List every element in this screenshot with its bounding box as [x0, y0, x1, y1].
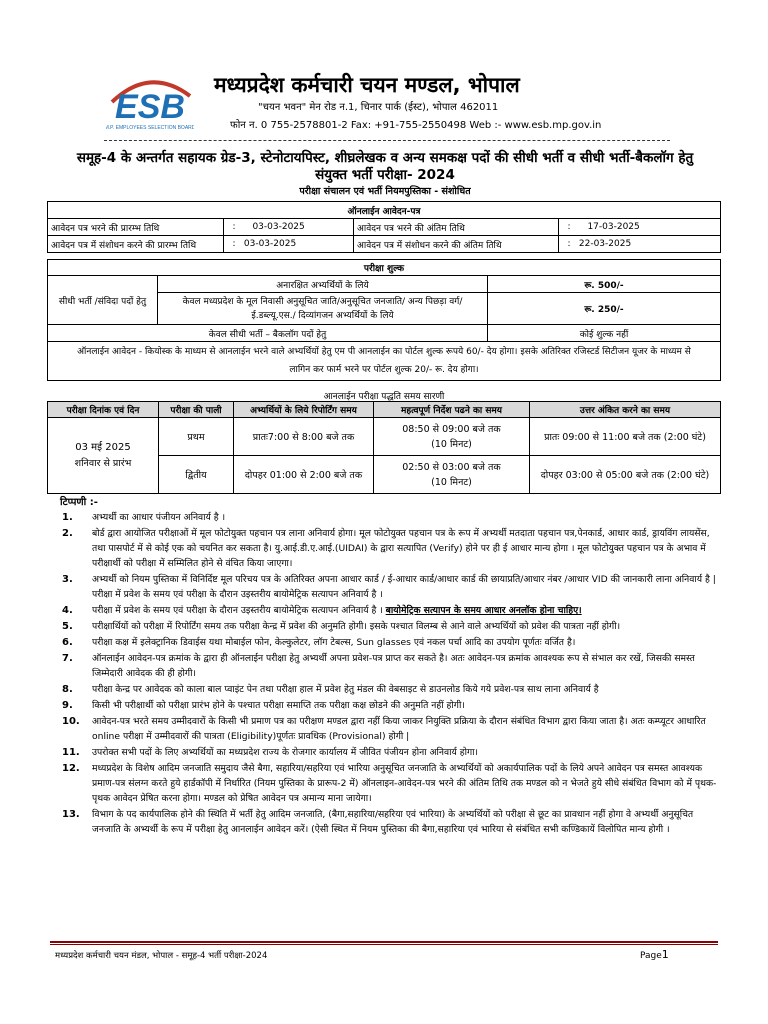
exam-date: 03 मई 2025	[75, 441, 131, 453]
shift-first: प्रथम	[159, 418, 234, 456]
end-date-label: आवेदन पत्र भरने की अंतिम तिथि	[354, 219, 559, 236]
application-dates-table	[47, 201, 721, 253]
col-header-date: परीक्षा दिनांक एवं दिन	[48, 402, 159, 418]
footer-text: मध्यप्रदेश कर्मचारी चयन मंडल, भोपाल - समूह-4 भर्ती परीक्षा-2024	[55, 951, 268, 961]
list-item: 3. अभ्यर्थी को नियम पुस्तिका में विनिर्दिष्ट मूल परिचय पत्र के अतिरिक्त अपना आधार कार्ड / ई-आधार कार्ड/आधार कार्ड की छायाप्रति/आधार नंबर /आधार VID की जानकारी लाना अनिवार्य है | परीक्षा में प्रवेश के समय एवं परीक्षा के दौरान उइस्तरीय बायोमेट्रिक सत्यापन अनिवार्य है ।	[62, 574, 716, 600]
footer-divider	[50, 941, 718, 943]
exam-day: शनिवार से प्रारंभ	[74, 457, 132, 469]
list-item: 9. किसी भी परीक्षार्थी को परीक्षा प्रारंभ होने के पश्चात परीक्षा समाप्ति तक परीक्षा कक्ष छोडने की अनुमति नहीं होगी।	[62, 700, 465, 711]
backlog-fee: कोई शुल्क नहीं	[488, 325, 721, 342]
list-item: 7. ऑनलाईन आवेदन-पत्र क्रमांक के द्वारा ही ऑनलाईन परीक्षा हेतु अभ्यर्थी अपना प्रवेश-पत्र प्राप्त कर सकते है। अतः आवेदन-पत्र क्रमांक आवश्यक रूप से संभाल कर रखें, जिसकी समस्त जिम्मेदारी आवेदक की ही होगी।	[62, 653, 695, 679]
exam-fee-table	[47, 259, 721, 381]
notes-list	[56, 510, 724, 838]
end-date-value: : 17-03-2025	[559, 219, 721, 236]
reporting-first: प्रातः7:00 से 8:00 बजे तक	[234, 418, 374, 456]
notes-title: टिप्पणी :-	[60, 497, 98, 508]
col-header-reporting: अभ्यर्थियों के लिये रिपोर्टिंग समय	[234, 402, 374, 418]
application-heading: ऑनलाईन आवेदन-पत्र	[48, 202, 721, 219]
list-item: 10. आवेदन-पत्र भरते समय उम्मीदवारों के किसी भी प्रमाण पत्र का परीक्षण मण्डल द्वारा नहीं किया जाकर नियुक्ति प्रक्रिया के दौरान संबंधित विभाग द्वारा किया जाता है। अतः कम्प्यूटर आधारित online परीक्षा में उम्मीदवारों की पात्रता (Eligibility)पूर्णतः प्रावधिक (Provisional) होगी |	[62, 716, 706, 742]
unreserved-label: अनारक्षित अभ्यर्थियों के लिये	[158, 276, 488, 293]
list-item: 4. परीक्षा में प्रवेश के समय एवं परीक्षा के दौरान उइस्तरीय बायोमेट्रिक सत्यापन अनिवार्य है । बायोमेट्रिक सत्यापन के समय आधार अनलॉक होना चाहिए।	[62, 605, 582, 616]
esb-logo	[106, 72, 194, 134]
fee-heading: परीक्षा शुल्क	[48, 260, 721, 276]
answer-second: दोपहर 03:00 से 05:00 बजे तक (2:00 घंटे)	[530, 456, 721, 494]
logo-text: ESB	[115, 88, 185, 126]
reporting-second: दोपहर 01:00 से 2:00 बजे तक	[234, 456, 374, 494]
list-item: 5. परीक्षार्थियों को परीक्षा में रिपोर्टिंग समय तक परीक्षा केन्द्र में प्रवेश की अनुमति होगी। इसके पश्चात विलम्ब से आने वाले अभ्यर्थियों को प्रवेश की पात्रता नहीं होगी।	[62, 621, 621, 632]
table-row	[48, 236, 721, 253]
portal-fee-note: ऑनलाईन आवेदन - कियोस्क के माध्यम से आनलाईन भरने वाले अभ्यर्थियों हेतु एम पी आनलाईन का पोर्टल शुल्क रूपये 60/- देय होगा। इसके अतिरिक्त रजिस्टर्ड सिटीजन यूजर के माध्यम से लागिन कर फार्म भरने पर पोर्टल शुल्क 20/- रू. देय होगा।	[48, 342, 721, 381]
table-row	[48, 418, 721, 456]
table-row	[48, 219, 721, 236]
start-date-value: : 03-03-2025	[224, 219, 354, 236]
table-header-row	[48, 402, 721, 418]
header-divider	[104, 140, 670, 141]
correction-start-label: आवेदन पत्र में संशोधन करने की प्रारम्भ तिथि	[48, 236, 224, 253]
shift-second: द्वितीय	[159, 456, 234, 494]
instructions-second: 02:50 से 03:00 बजे तक (10 मिनट)	[374, 456, 530, 494]
backlog-label: केवल सीधी भर्ती – बैकलॉग पदों हेतु	[48, 325, 488, 342]
col-header-answer: उत्तर अंकित करने का समय	[530, 402, 721, 418]
table-row	[48, 276, 721, 293]
fee-category-label: सीधी भर्ती /संविदा पदों हेतु	[48, 276, 158, 325]
list-item: 11. उपरोक्त सभी पदों के लिए अभ्यर्थियों का मध्यप्रदेश राज्य के रोजगार कार्यालय में जीवित पंजीयन होना अनिवार्य होगा।	[62, 747, 479, 758]
list-item: 8. परीक्षा केन्द्र पर आवेदक को काला बाल प्वाइंट पेन तथा परीक्षा हाल में प्रवेश हेतु मंडल की वेबसाइट से डाउनलोड किये गये प्रवेश-पत्र साथ लाना अनिवार्य है	[62, 684, 599, 695]
logo-subtext: M.P. EMPLOYEES SELECTION BOARD	[106, 125, 194, 131]
list-item: 12. मध्यप्रदेश के विशेष आदिम जनजाति समुदाय जैसे बैगा, सहारिया/सहरिया एवं भारिया अनुसूचित जनजाति के अभ्यर्थियों को अकार्यपालिक पदों के लिये अपने आवेदन पत्र समस्त आवश्यक प्रमाण-पत्र संलग्न करते हुये हार्डकॉपी में निर्धारित (नियम पुस्तिका के प्रारूप-2 में) ऑनलाइन-आवेदन-पत्र भरने की अंतिम तिथि तक मण्डल को न भेजते हुये सीधे संबंधित विभाग को में पृथक-पृथक आवेदन प्रेषित करना होगा। मण्डल को प्रेषित आवेदन पत्र अमान्य माना जायेगा।	[62, 763, 717, 804]
reserved-fee: रू. 250/-	[488, 293, 721, 325]
reserved-label: केवल मध्यप्रदेश के मूल निवासी अनुसूचित जाति/अनुसूचित जनजाति/ अन्य पिछड़ा वर्ग/ई.डब्ल्यू.एस./ दिव्यांगजन अभ्यर्थियों के लिये	[158, 293, 488, 325]
list-item: 6. परीक्षा कक्ष में इलेक्ट्रानिक डिवाईस यथा मोबाईल फोन, केल्कुलेटर, लॉग टेबल्स, Sun glasses एवं नकल पर्चा आदि का उपयोग पूर्णतः वर्जित है।	[62, 637, 576, 648]
org-address: "चयन भवन" मेन रोड न.1, चिनार पार्क (ईस्ट), भोपाल 462011	[258, 102, 499, 113]
exam-date-cell	[48, 418, 159, 494]
list-item: 13. विभाग के पद कार्यपालिक होने की स्थिति में भर्ती हेतु आदिम जनजाति, (बैगा,सहारिया/सहरिया एवं भारिया) के अभ्यर्थियों को परीक्षा से छूट का प्रावधान नहीं होगा वे अभ्यर्थी अनुसूचित जनजाति के अभ्यर्थी के रूप में परीक्षा हेतु आनलाईन आवेदन करें। (ऐसी स्थित में नियम पुस्तिका की बैगा,सहारिया एवं भारिया से संबंधित सभी कण्डिकायें विलोपित मान्य होगी ।	[62, 809, 694, 835]
unreserved-fee: रू. 500/-	[488, 276, 721, 293]
document-subtitle: परीक्षा संचालन एवं भर्ती नियमपुस्तिका - संशोधित	[299, 186, 471, 197]
correction-end-value: : 22-03-2025	[559, 236, 721, 253]
col-header-shift: परीक्षा की पाली	[159, 402, 234, 418]
start-date-label: आवेदन पत्र भरने की प्रारम्भ तिथि	[48, 219, 224, 236]
correction-end-label: आवेदन पत्र में संशोधन करने की अंतिम तिथि	[354, 236, 559, 253]
org-contact: फोन न. 0 755-2578801-2 Fax: +91-755-2550498 Web :- www.esb.mp.gov.in	[230, 120, 602, 131]
page-number: Page1	[640, 948, 669, 961]
schedule-caption: आनलाईन परीक्षा पद्धति समय सारणी	[323, 392, 445, 402]
answer-first: प्रातः 09:00 से 11:00 बजे तक (2:00 घंटे)	[530, 418, 721, 456]
footer-divider-thin	[50, 944, 718, 945]
aadhaar-unlock-emphasis: बायोमेट्रिक सत्यापन के समय आधार अनलॉक होना चाहिए।	[385, 605, 582, 616]
org-name: मध्यप्रदेश कर्मचारी चयन मण्डल, भोपाल	[214, 73, 520, 97]
instructions-first: 08:50 से 09:00 बजे तक (10 मिनट)	[374, 418, 530, 456]
document-title: समूह-4 के अन्तर्गत सहायक ग्रेड-3, स्टेनोटायपिस्ट, शीघ्रलेखक व अन्य समकक्ष पदों की सीधी भर्ती व सीधी भर्ती-बैकलॉग हेतु संयुक्त भर्ती परीक्षा- 2024	[76, 150, 694, 183]
list-item: 2. बोर्ड द्वारा आयोजित परीक्षाओं में मूल फोटोयुक्त पहचान पत्र लाना अनिवार्य होगा। मूल फोटोयुक्त पहचान पत्र के रूप में अभ्यर्थी मतदाता पहचान पत्र,पेनकार्ड, आधार कार्ड, ड्रायविंग लायसेंस, तथा पासपोर्ट में से कोई एक को चयनित कर सकता है। यु.आई.डी.ए.आई.(UIDAI) के द्वारा सत्यापित (Verify) होने पर ही ई आधार मान्य होगा । मूल फोटोयुक्त पहचान पत्र के अभाव में परीक्षार्थी को परीक्षा में सम्मिलित होने से वंचित किया जाएगा।	[62, 528, 710, 569]
exam-schedule-table	[47, 401, 721, 494]
table-row	[48, 325, 721, 342]
col-header-instructions: महत्वपूर्ण निर्देश पढने का समय	[374, 402, 530, 418]
correction-start-value: : 03-03-2025	[224, 236, 354, 253]
table-row	[48, 342, 721, 381]
list-item: 1. अभ्यर्थी का आधार पंजीयन अनिवार्य है ।	[62, 512, 226, 523]
